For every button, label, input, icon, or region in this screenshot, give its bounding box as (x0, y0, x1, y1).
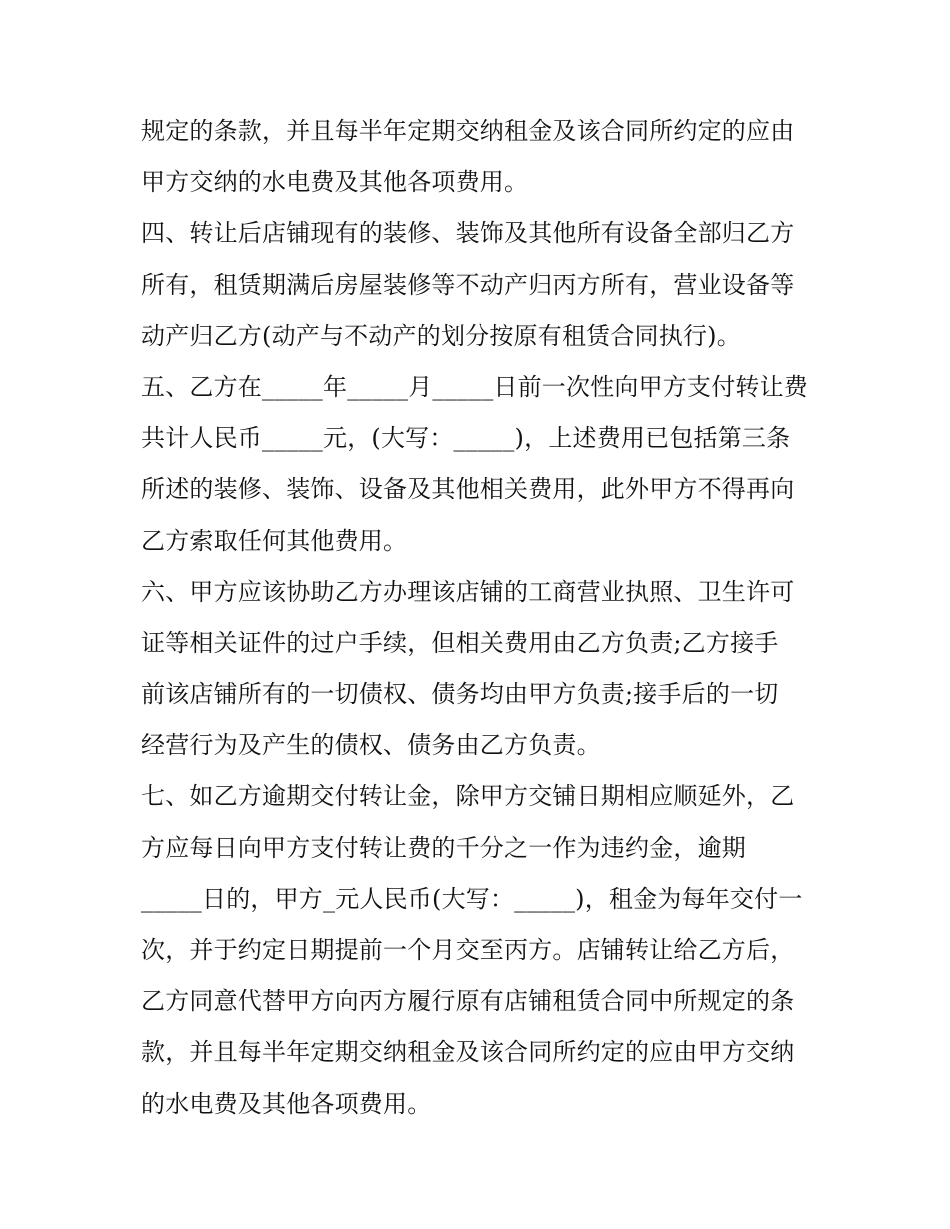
text-line: 次，并于约定日期提前一个月交至丙方。店铺转让给乙方后， (141, 936, 795, 964)
text-line: 经营行为及产生的债权、债务由乙方负责。 (141, 731, 601, 760)
clause-four-line: 四、转让后店铺现有的装修、装饰及其他所有设备全部归乙方 (141, 219, 795, 248)
text-line: 款，并且每半年定期交纳租金及该合同所约定的应由甲方交纳 (141, 1038, 795, 1067)
clause-five-line: 五、乙方在_____年_____月_____日前一次性向甲方支付转让费 (141, 372, 808, 401)
text-line: 证等相关证件的过户手续，但相关费用由乙方负责;乙方接手 (141, 628, 779, 657)
text-line: 动产归乙方(动产与不动产的划分按原有租赁合同执行)。 (141, 321, 741, 350)
text-line: 共计人民币_____元，(大写：_____)，上述费用已包括第三条 (141, 424, 791, 453)
contract-text (141, 106, 821, 1130)
clause-six-line: 六、甲方应该协助乙方办理该店铺的工商营业执照、卫生许可 (141, 577, 795, 606)
text-line: 乙方同意代替甲方向丙方履行原有店铺租赁合同中所规定的条 (141, 987, 795, 1016)
text-line: 所述的装修、装饰、设备及其他相关费用，此外甲方不得再向 (141, 475, 795, 504)
text-line: _____日的，甲方_元人民币(大写：_____)，租金为每年交付一 (141, 884, 803, 913)
text-line: 规定的条款，并且每半年定期交纳租金及该合同所约定的应由 (141, 117, 795, 145)
text-line: 所有，租赁期满后房屋装修等不动产归丙方所有，营业设备等 (141, 270, 795, 299)
text-line: 甲方交纳的水电费及其他各项费用。 (141, 168, 529, 197)
text-line: 乙方索取任何其他费用。 (141, 526, 408, 555)
text-line: 方应每日向甲方支付转让费的千分之一作为违约金，逾期 (141, 833, 746, 862)
clause-seven-line: 七、如乙方逾期交付转让金，除甲方交铺日期相应顺延外，乙 (141, 782, 795, 811)
text-line: 前该店铺所有的一切债权、债务均由甲方负责;接手后的一切 (141, 680, 779, 709)
text-line: 的水电费及其他各项费用。 (141, 1089, 432, 1118)
